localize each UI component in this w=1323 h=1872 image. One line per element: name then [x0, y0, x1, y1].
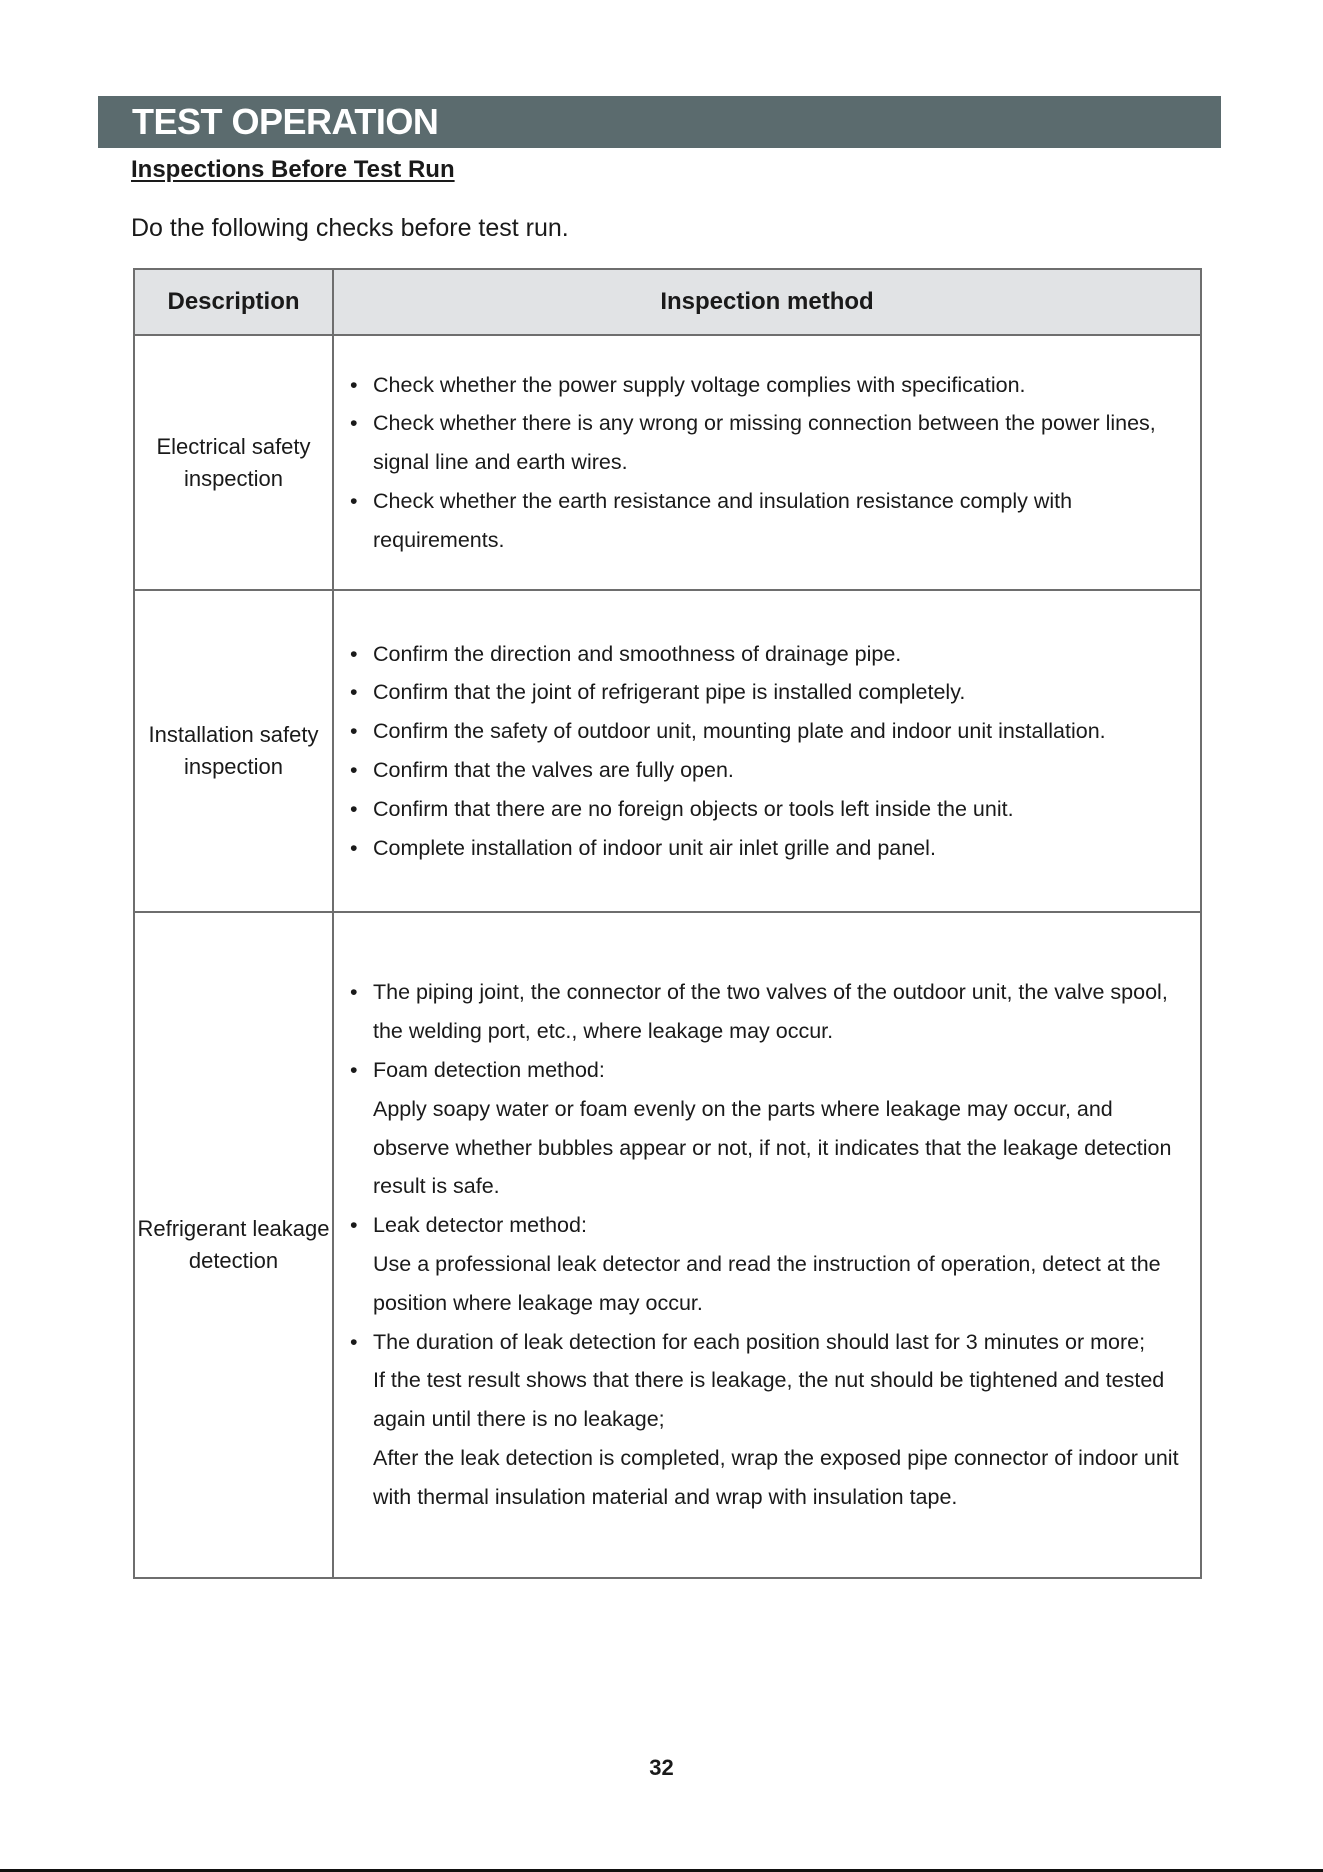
list-item [342, 1323, 1190, 1517]
list-item: • Check whether there is any wrong or missing connection between the power lines, signal line and earth wires. [342, 404, 1190, 482]
subheading: Inspections Before Test Run [131, 156, 455, 183]
section-title: TEST OPERATION [132, 101, 439, 142]
bullet-list [342, 366, 1190, 560]
list-item-text: The duration of leak detection for each position should last for 3 minutes or more; [373, 1329, 1146, 1354]
list-item: • Check whether the earth resistance and insulation resistance comply with requirements. [342, 482, 1190, 560]
list-item [342, 973, 1190, 1051]
list-item [342, 1051, 1190, 1206]
list-item-detail: Use a professional leak detector and read the instruction of operation, detect at the position where leakage may occur. [373, 1252, 1161, 1315]
header-inspection-method: Inspection method [333, 269, 1201, 335]
list-item-detail: If the test result shows that there is leakage, the nut should be tightened and tested again until there is no leakage; [373, 1368, 1165, 1432]
table-row [134, 335, 1201, 590]
list-item-detail: After the leak detection is completed, wrap the exposed pipe connector of indoor unit with thermal insulation material and wrap with insulation tape. [373, 1445, 1179, 1509]
list-item: • Confirm the direction and smoothness of drainage pipe. [342, 635, 1190, 674]
list-item: • Check whether the power supply voltage complies with specification. [342, 366, 1190, 405]
page-number: 32 [649, 1755, 674, 1780]
row-inspection-method [333, 335, 1201, 590]
list-item [342, 1206, 1190, 1322]
header-description: Description [134, 269, 333, 335]
row-description: Refrigerant leakage detection [134, 912, 333, 1578]
list-item: • Complete installation of indoor unit air inlet grille and panel. [342, 829, 1190, 868]
bullet-list [342, 635, 1190, 868]
table-header-row [134, 269, 1201, 335]
list-item-text: The piping joint, the connector of the two valves of the outdoor unit, the valve spool, the welding port, etc., where leakage may occur. [373, 980, 1168, 1044]
list-item: • Confirm the safety of outdoor unit, mounting plate and indoor unit installation. [342, 712, 1190, 751]
intro-text: Do the following checks before test run. [131, 214, 569, 242]
table-row [134, 912, 1201, 1578]
bullet-list [342, 973, 1190, 1516]
inspection-table [133, 268, 1202, 1579]
list-item-text: Leak detector method: [373, 1213, 587, 1238]
section-banner [98, 96, 1221, 148]
list-item-detail: Apply soapy water or foam evenly on the parts where leakage may occur, and observe whether bubbles appear or not, if not, it indicates that the leakage detection result is safe. [373, 1096, 1172, 1199]
table-row [134, 590, 1201, 912]
list-item-text: Foam detection method: [373, 1058, 605, 1083]
row-inspection-method [333, 912, 1201, 1578]
list-item: • Confirm that there are no foreign objects or tools left inside the unit. [342, 790, 1190, 829]
row-inspection-method [333, 590, 1201, 912]
row-description: Installation safety inspection [134, 590, 333, 912]
list-item: • Confirm that the joint of refrigerant pipe is installed completely. [342, 673, 1190, 712]
row-description: Electrical safety inspection [134, 335, 333, 590]
list-item: • Confirm that the valves are fully open. [342, 751, 1190, 790]
